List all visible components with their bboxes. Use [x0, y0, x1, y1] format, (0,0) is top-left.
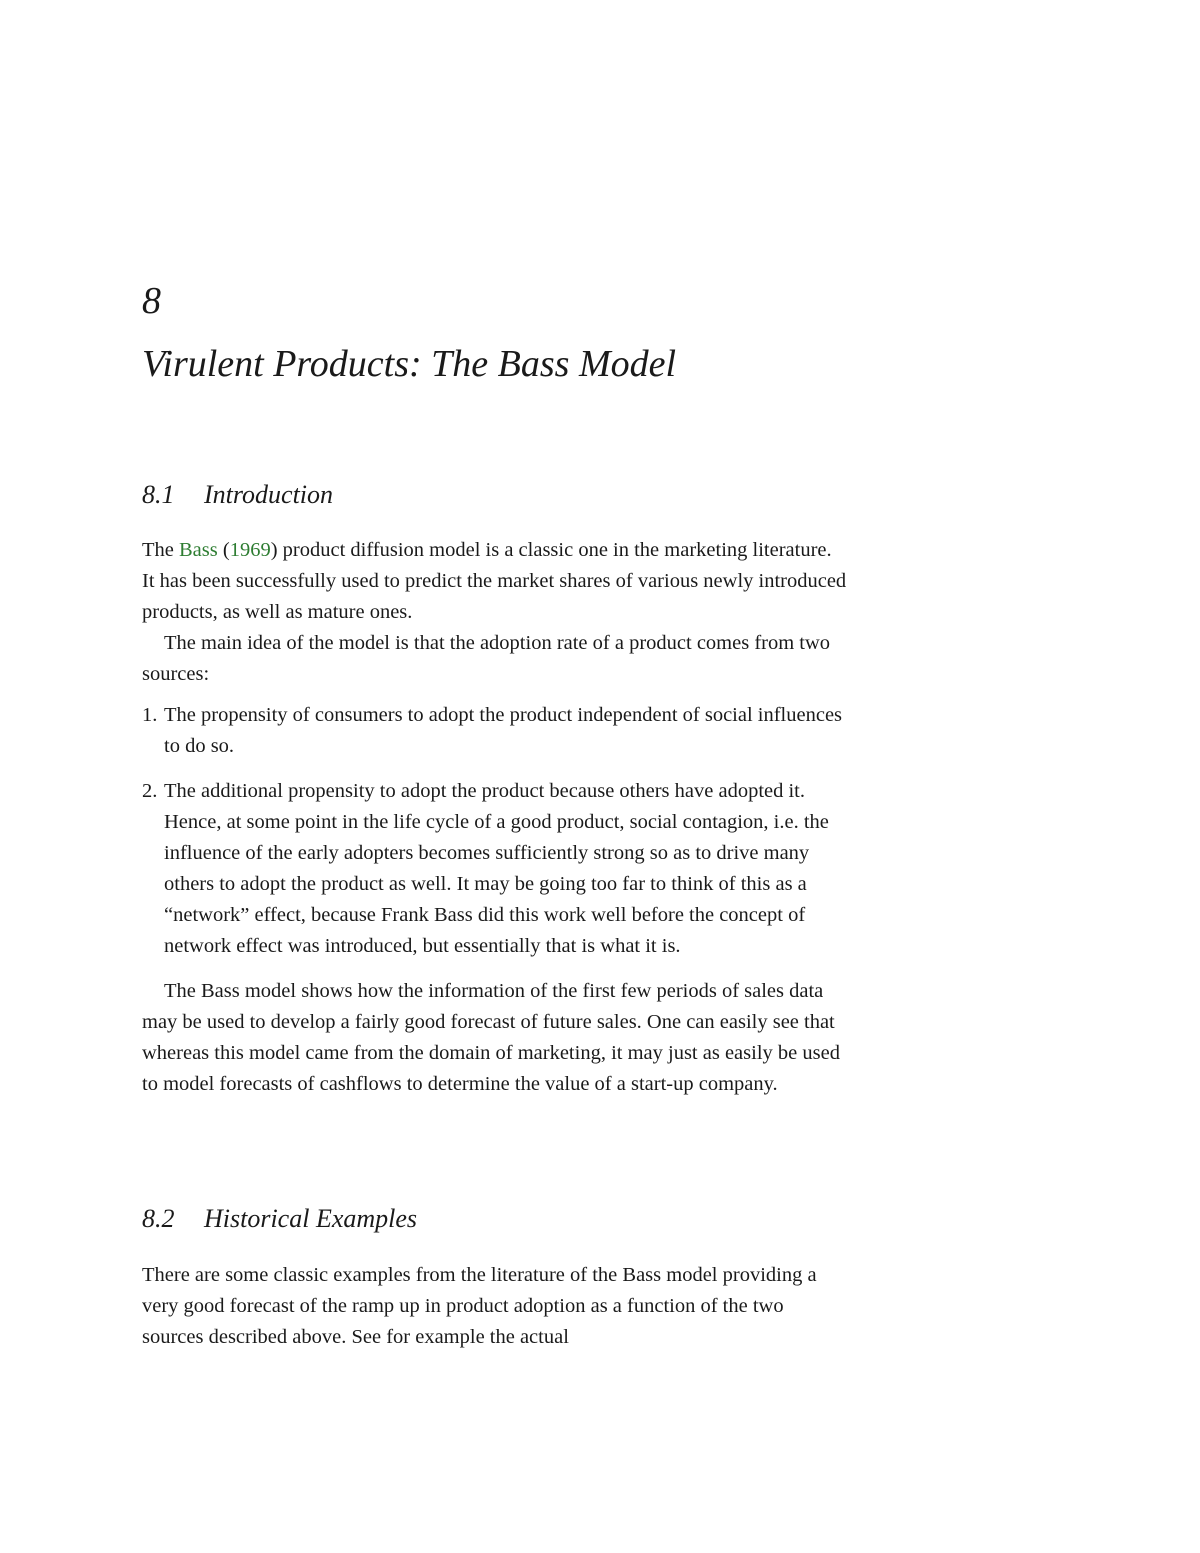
chapter-title: Virulent Products: The Bass Model: [142, 343, 677, 385]
section-title: Historical Examples: [204, 1204, 418, 1233]
list-item: [142, 700, 848, 762]
intro-paragraph-3: The Bass model shows how the information of the first few periods of sales data may be used to develop a fairly good forecast of future sales. One can easily see that whereas this model came from the domain of marketing, it may just as easily be used to model forecasts of cashflows to determine the value of a start-up company.: [142, 980, 840, 1095]
adoption-sources-list: [142, 700, 848, 962]
intro-paragraph-1: The Bass (1969) product diffusion model is a classic one in the marketing literature. It has been successfully used to predict the market shares of various newly introduced products, as well as mature ones.: [142, 539, 847, 623]
citation-link-author[interactable]: Bass: [179, 539, 218, 561]
list-item-text: The additional propensity to adopt the product because others have adopted it. Hence, at some point in the life cycle of a good product, social contagion, i.e. the influence of the early adopters becomes sufficiently strong so as to drive many others to adopt the product as well. It may be going too far to think of this as a “network” effect, because Frank Bass did this work well before the concept of network effect was introduced, but essentially that is what it is.: [164, 780, 829, 957]
section-title: Introduction: [204, 480, 334, 509]
citation-link-year[interactable]: 1969: [229, 539, 271, 561]
list-item-text: The propensity of consumers to adopt the product independent of social influences to do so.: [164, 704, 843, 757]
section-heading-introduction: [142, 482, 333, 508]
historical-paragraph-1: There are some classic examples from the literature of the Bass model providing a very good forecast of the ramp up in product adoption as a function of the two sources described above. See for example the actual: [142, 1264, 817, 1348]
section-number: 8.2: [142, 1204, 175, 1233]
section-heading-historical-examples: [142, 1206, 417, 1232]
intro-paragraph-2: The main idea of the model is that the adoption rate of a product comes from two sources:: [142, 632, 831, 685]
list-marker: 2.: [142, 780, 158, 802]
section-number: 8.1: [142, 480, 175, 509]
historical-examples-body: [142, 1260, 848, 1353]
chapter-number: 8: [142, 280, 161, 322]
list-item: [142, 776, 848, 962]
introduction-body: [142, 535, 848, 1100]
list-marker: 1.: [142, 704, 158, 726]
